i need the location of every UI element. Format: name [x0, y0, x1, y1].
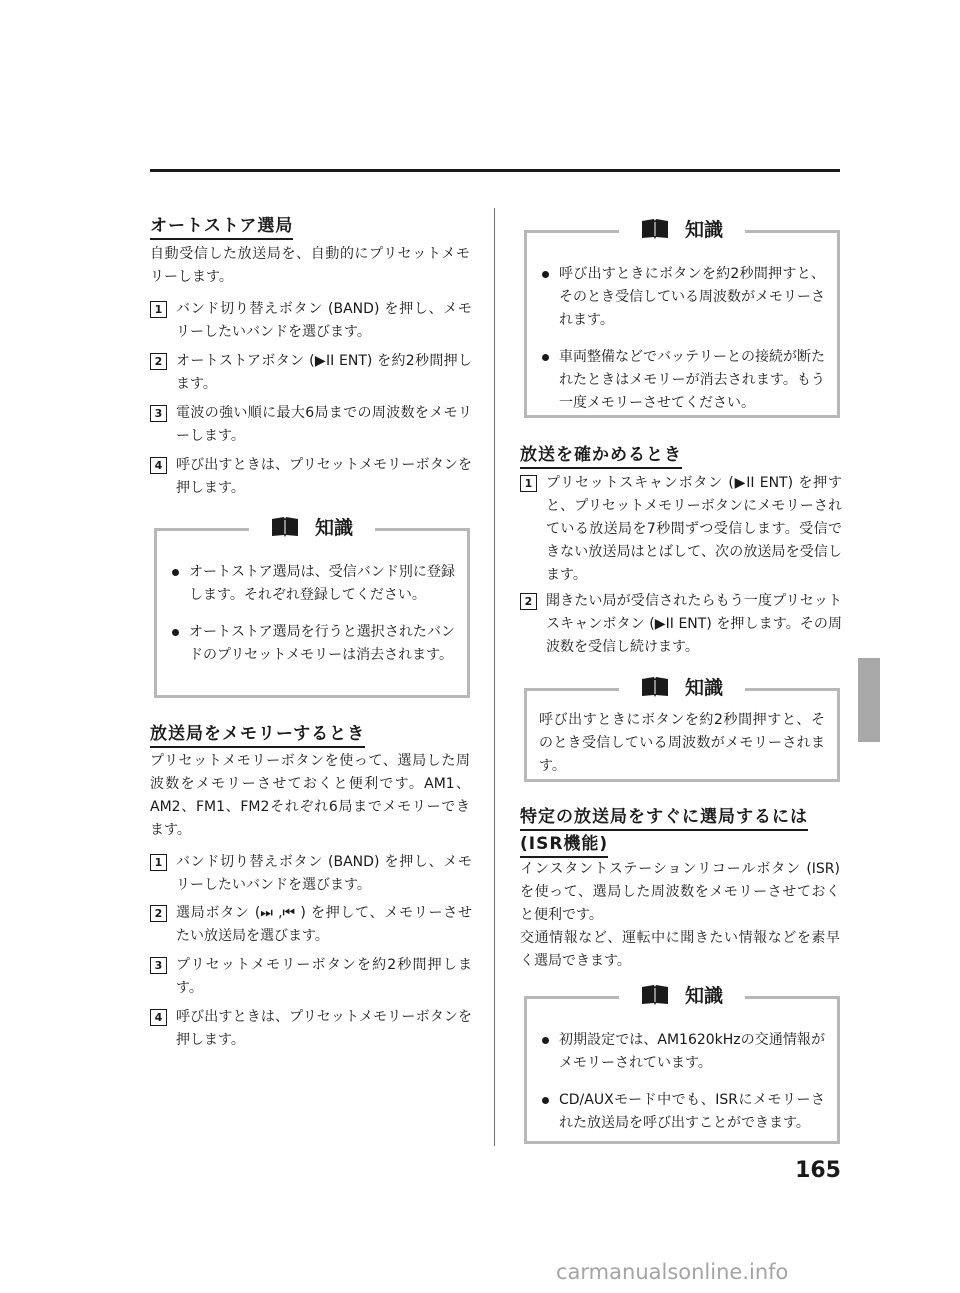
- step-number: 4: [150, 457, 167, 474]
- step-number: 4: [150, 1009, 167, 1026]
- step-text: 選局ボタン (⏭ ,⏮ ) を押して、メモリーさせたい放送局を選びます。: [176, 905, 472, 944]
- note-bullet: オートストア選局は、受信バンド別に登録します。それぞれ登録してください。: [169, 561, 455, 607]
- note-body: [539, 1029, 825, 1149]
- section-title-isr: 特定の放送局をすぐに選局するには: [520, 802, 808, 831]
- isr-intro-2: 交通情報など、運転中に聞きたい情報などを素早く選局できます。: [520, 930, 840, 969]
- step-item: [150, 954, 472, 1000]
- note-bullet: 呼び出すときにボタンを約2秒間押すと、そのとき受信している周波数がメモリーされます。: [539, 263, 825, 332]
- step-text: オートストアボタン (▶II ENT) を約2秒間押します。: [176, 353, 472, 392]
- note-label: 知識: [314, 517, 354, 539]
- note-header: [249, 513, 375, 540]
- book-icon: [641, 676, 669, 698]
- knowledge-note-box: [154, 517, 470, 698]
- step-item: [150, 350, 472, 396]
- chapter-thumb-tab: [858, 658, 880, 742]
- note-bullet: CD/AUXモード中でも、ISRにメモリーされた放送局を呼び出すことができます。: [539, 1089, 825, 1135]
- step-number: 2: [150, 905, 167, 922]
- note-label: 知識: [684, 219, 724, 241]
- note-bullet: オートストア選局を行うと選択されたバンドのプリセットメモリーは消去されます。: [169, 621, 455, 667]
- step-text: 聞きたい局が受信されたらもう一度プリセットスキャンボタン (▶II ENT) を押します。その周波数を受信し続けます。: [546, 593, 842, 655]
- note-body: [169, 561, 455, 681]
- knowledge-note-box: [524, 219, 840, 418]
- section-title-confirm: 放送を確かめるとき: [520, 440, 682, 469]
- step-number: 1: [520, 475, 537, 492]
- step-item: [520, 472, 842, 587]
- step-text: プリセットスキャンボタン (▶II ENT) を押すと、プリセットメモリーボタンにメモリーされている放送局を7秒間ずつ受信します。受信できない放送局はとばして、次の放送局を受信します。: [546, 475, 842, 583]
- step-number: 2: [520, 593, 537, 610]
- section-title-auto-store: オートストア選局: [150, 211, 293, 240]
- step-number: 3: [150, 957, 167, 974]
- note-label: 知識: [684, 985, 724, 1007]
- step-text: 呼び出すときは、プリセットメモリーボタンを押します。: [176, 1009, 472, 1048]
- note-header: [619, 215, 745, 242]
- book-icon: [641, 984, 669, 1006]
- note-bullet: 初期設定では、AM1620kHzの交通情報がメモリーされています。: [539, 1029, 825, 1075]
- note-text: 呼び出すときにボタンを約2秒間押すと、そのとき受信している周波数がメモリーされます。: [539, 712, 825, 774]
- section-title-memorize: 放送局をメモリーするとき: [150, 719, 365, 748]
- step-item: [150, 851, 472, 897]
- book-icon: [271, 516, 299, 538]
- step-text: プリセットメモリーボタンを約2秒間押します。: [176, 957, 472, 996]
- book-icon: [641, 218, 669, 240]
- step-item: [150, 298, 472, 344]
- step-item: [150, 902, 472, 948]
- step-item: [520, 590, 842, 659]
- note-header: [619, 981, 745, 1008]
- note-label: 知識: [684, 677, 724, 699]
- step-number: 2: [150, 353, 167, 370]
- step-text: バンド切り替えボタン (BAND) を押し、メモリーしたいバンドを選びます。: [176, 854, 472, 893]
- step-text: 呼び出すときは、プリセットメモリーボタンを押します。: [176, 457, 472, 496]
- note-bullet: 車両整備などでバッテリーとの接続が断たれたときはメモリーが消去されます。もう一度メモリーさせてください。: [539, 346, 825, 415]
- step-item: [150, 1006, 472, 1052]
- note-header: [619, 673, 745, 700]
- header-rule: [150, 169, 840, 172]
- page-number: 165: [795, 1158, 841, 1183]
- column-divider: [494, 208, 495, 1146]
- auto-store-intro: 自動受信した放送局を、自動的にプリセットメモリーします。: [150, 246, 470, 285]
- step-number: 1: [150, 301, 167, 318]
- memorize-intro: プリセットメモリーボタンを使って、選局した周波数をメモリーさせておくと便利です。AM1、AM2、FM1、FM2それぞれ6局までメモリーできます。: [150, 753, 470, 838]
- knowledge-note-box: [524, 985, 840, 1144]
- step-number: 3: [150, 405, 167, 422]
- section-title-isr-subtitle: (ISR機能): [520, 829, 608, 858]
- step-text: 電波の強い順に最大6局までの周波数をメモリーします。: [176, 405, 472, 444]
- step-item: [150, 402, 472, 448]
- step-text: バンド切り替えボタン (BAND) を押し、メモリーしたいバンドを選びます。: [176, 301, 472, 340]
- note-body: [539, 709, 825, 778]
- isr-intro: インスタントステーションリコールボタン (ISR) を使って、選局した周波数をメモリーさせておくと便利です。: [520, 861, 840, 923]
- step-number: 1: [150, 854, 167, 871]
- step-item: [150, 454, 472, 500]
- note-body: [539, 263, 825, 429]
- watermark: carmanualsonline.info: [556, 1260, 789, 1284]
- knowledge-note-box: [524, 677, 840, 782]
